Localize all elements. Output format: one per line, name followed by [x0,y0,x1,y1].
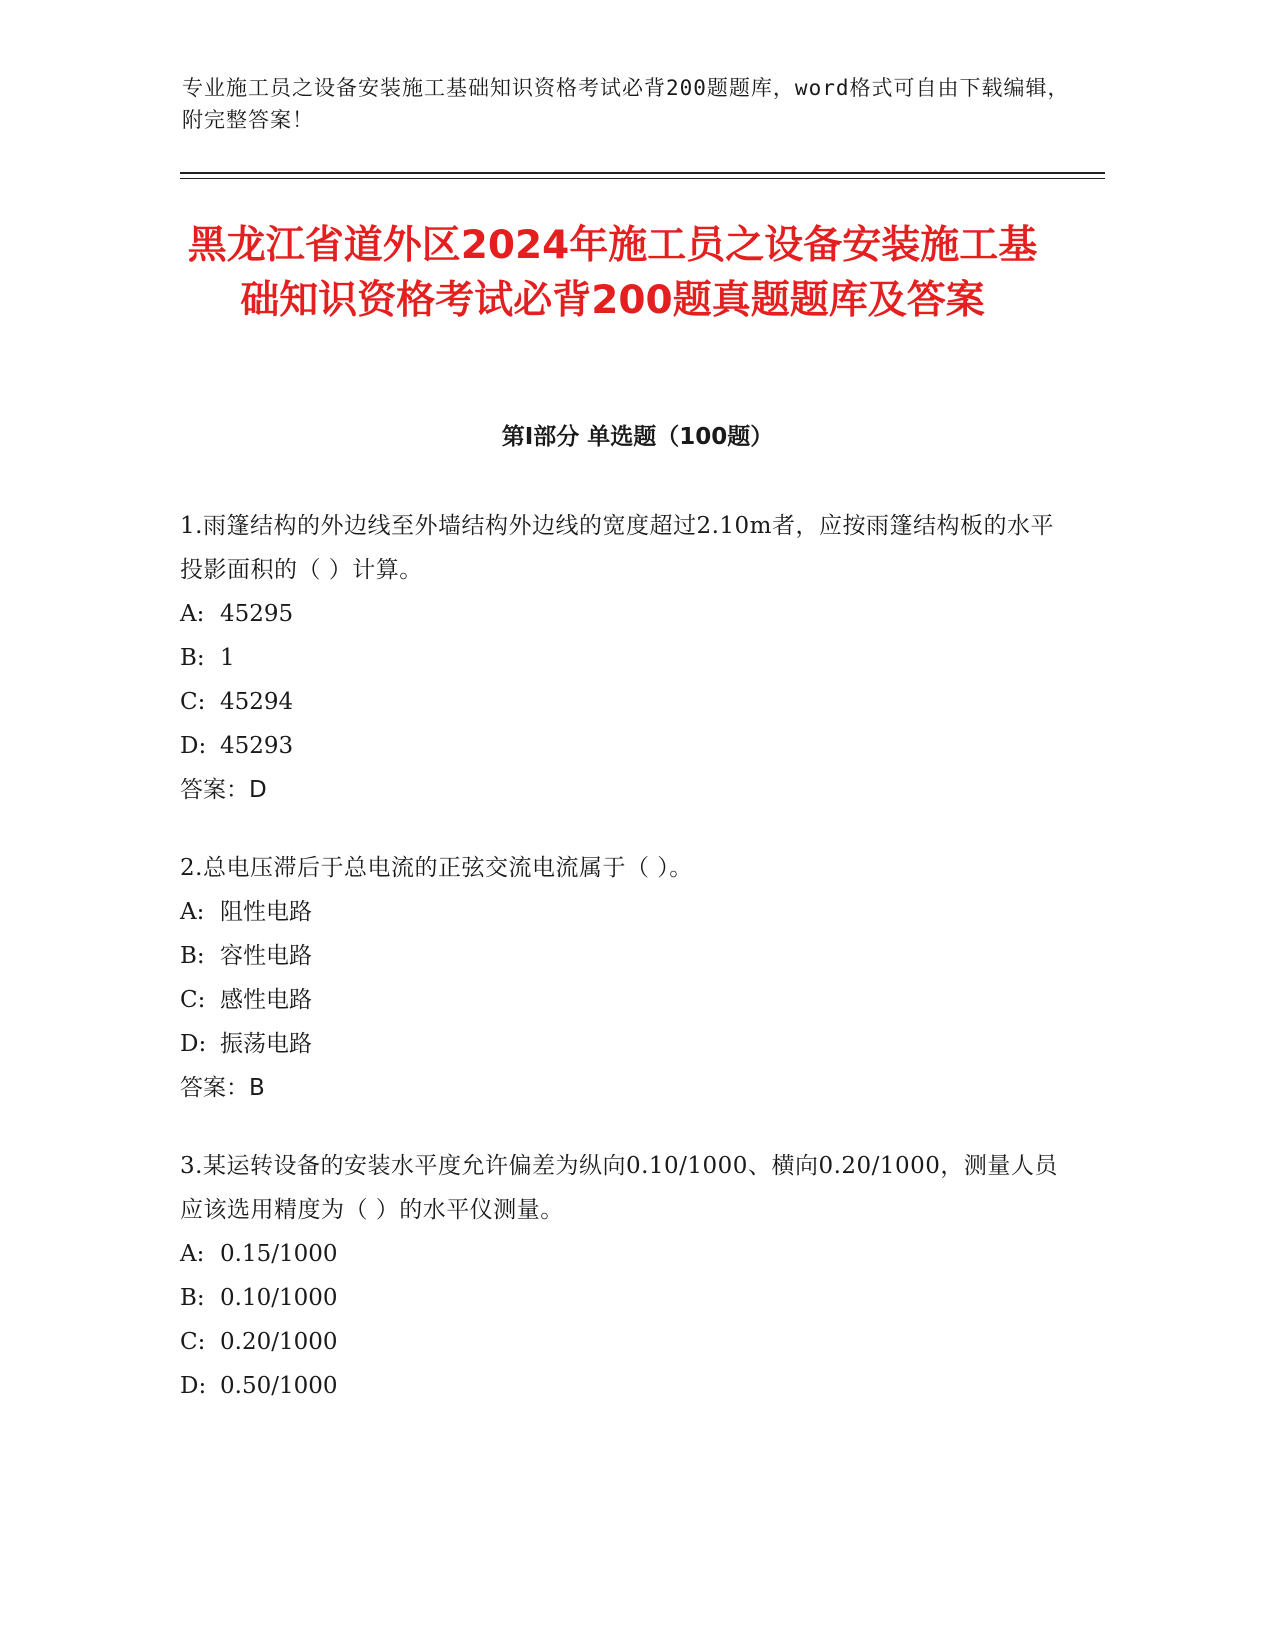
question-stem: 3.某运转设备的安装水平度允许偏差为纵向0.10/1000、横向0.20/1000，测量人员应该选用精度为（ ）的水平仪测量。 [180,1153,1058,1223]
option-text: 45295 [220,601,294,627]
option-text: 振荡电路 [220,1031,312,1057]
option-c [180,680,1060,724]
question-2 [180,846,1060,1110]
option-letter: C: [180,1329,206,1355]
question-3 [180,1144,1060,1408]
header-rule-thick [180,172,1105,174]
header-note: 专业施工员之设备安装施工基础知识资格考试必背200题题库，word格式可自由下载编辑，附完整答案！ [182,76,1070,132]
answer-line: 答案：D [180,777,267,803]
option-a [180,890,1060,934]
option-letter: C: [180,987,206,1013]
option-text: 1 [220,645,235,671]
option-text: 感性电路 [220,987,312,1013]
option-letter: D: [180,733,207,759]
option-letter: B: [180,645,205,671]
question-stem: 2.总电压滞后于总电流的正弦交流电流属于（ ）。 [180,855,693,881]
header-rule-thin [180,178,1105,179]
option-letter: A: [180,601,205,627]
option-letter: A: [180,1241,205,1267]
option-a [180,592,1060,636]
answer-line: 答案：B [180,1075,265,1101]
option-letter: D: [180,1031,207,1057]
option-letter: D: [180,1373,207,1399]
question-1 [180,504,1060,812]
option-text: 0.10/1000 [220,1285,338,1311]
option-text: 0.50/1000 [220,1373,338,1399]
document-title: 黑龙江省道外区2024年施工员之设备安装施工基础知识资格考试必背200题真题题库及答案 [187,223,1038,323]
option-letter: C: [180,689,206,715]
option-d [180,1364,1060,1408]
option-a [180,1232,1060,1276]
option-d [180,724,1060,768]
option-b [180,636,1060,680]
question-list [180,504,1060,1442]
option-text: 45294 [220,689,294,715]
option-b [180,1276,1060,1320]
option-text: 容性电路 [220,943,312,969]
option-c [180,1320,1060,1364]
question-stem: 1.雨篷结构的外边线至外墙结构外边线的宽度超过2.10m者，应按雨篷结构板的水平投影面积的（ ）计算。 [180,513,1054,583]
option-d [180,1022,1060,1066]
option-letter: A: [180,899,205,925]
option-b [180,934,1060,978]
option-text: 阻性电路 [220,899,312,925]
option-text: 0.20/1000 [220,1329,338,1355]
option-c [180,978,1060,1022]
option-letter: B: [180,1285,205,1311]
option-text: 0.15/1000 [220,1241,338,1267]
option-text: 45293 [220,733,294,759]
option-letter: B: [180,943,205,969]
section-heading: 第Ⅰ部分 单选题（100题） [501,424,774,450]
